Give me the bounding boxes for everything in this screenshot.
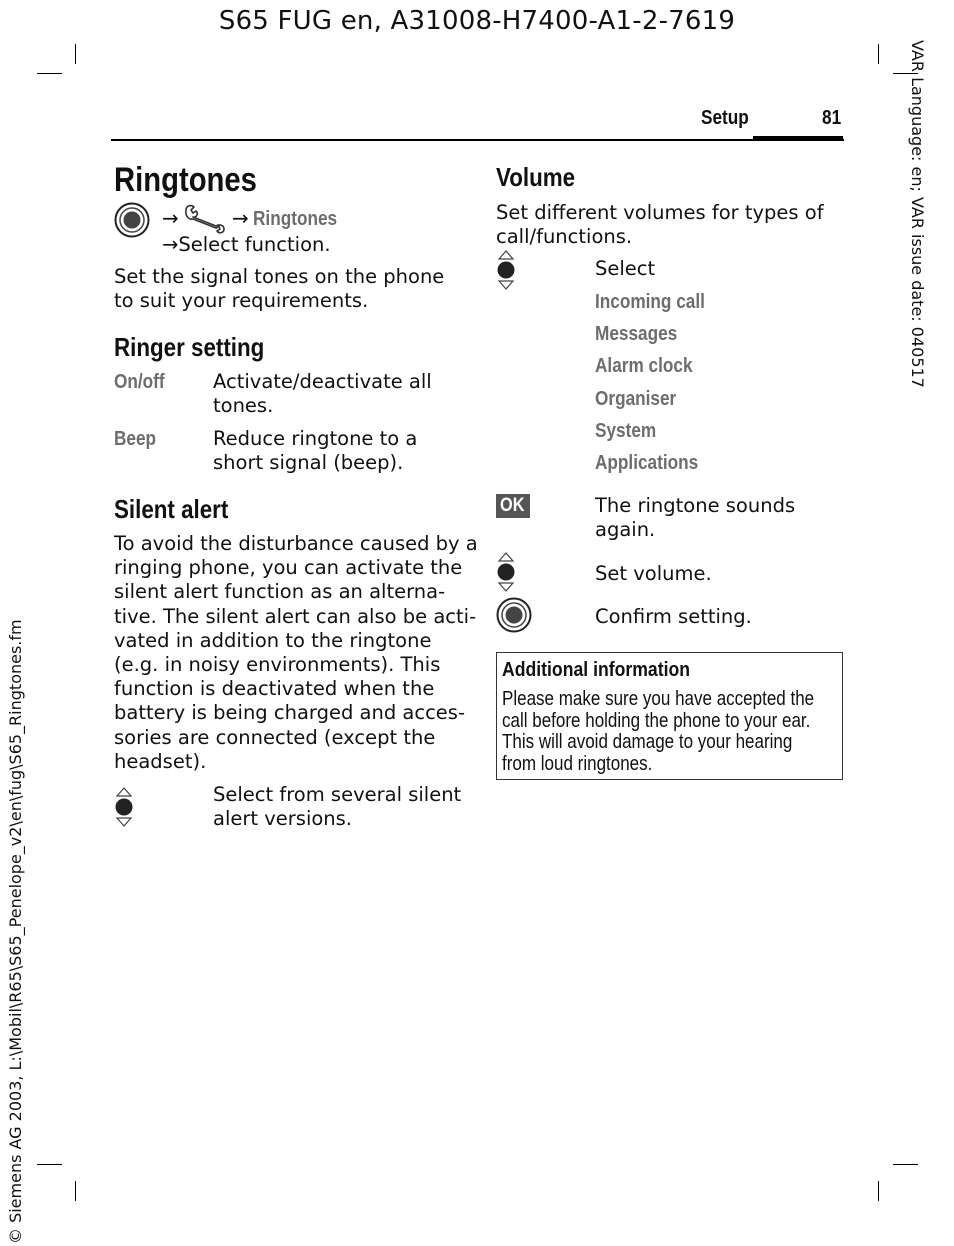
volume-heading: Volume	[496, 162, 576, 192]
paragraph-line: sories are connected (except the	[114, 725, 436, 749]
paragraph-line: (e.g. in noisy environments). This	[114, 653, 441, 677]
crop-mark	[75, 1181, 76, 1201]
option-incoming-call: Incoming call	[595, 291, 705, 313]
paragraph-line: tive. The silent alert can also be acti-	[114, 604, 477, 628]
ok-key-icon	[496, 494, 530, 518]
paragraph-line: vated in addition to the ringtone	[114, 628, 432, 652]
navigation-key-icon	[496, 597, 532, 633]
volume-select-label: Select	[595, 257, 656, 280]
crop-mark	[878, 44, 879, 64]
side-margin-text-left: © Siemens AG 2003, L:\Mobil\R65\S65_Penelope_v2\en\fug\S65_Ringtones.fm	[6, 619, 25, 1244]
option-system: System	[595, 420, 657, 442]
menu-path	[162, 204, 362, 234]
ringer-setting-heading: Ringer setting	[114, 332, 265, 362]
option-applications: Applications	[595, 452, 699, 474]
ok-text-line1: The ringtone sounds	[595, 494, 796, 517]
additional-information-text: Please make sure you have accepted the call before holding the phone to your ear. This will avoid damage to your hearing from loud ringtones.	[502, 687, 815, 775]
silent-alert-heading: Silent alert	[114, 494, 229, 524]
crop-mark	[37, 1164, 62, 1165]
arrow-right-icon: →	[162, 233, 179, 256]
arrow-right-icon: →	[232, 206, 249, 230]
desc-on-off-line2: tones.	[213, 394, 274, 417]
desc-beep-line2: short signal (beep).	[213, 451, 404, 474]
volume-intro-line2: call/functions.	[496, 225, 633, 248]
paragraph-line: headset).	[114, 749, 207, 773]
paragraph-line: function is deactivated when the	[114, 677, 435, 701]
desc-beep-line1: Reduce ringtone to a	[213, 427, 418, 450]
navigation-key-icon	[114, 202, 150, 238]
silent-alert-step-line1: Select from several silent	[213, 783, 462, 806]
additional-information-box	[496, 652, 843, 780]
term-beep: Beep	[114, 428, 157, 450]
term-on-off: On/off	[114, 371, 165, 393]
desc-on-off-line1: Activate/deactivate all	[213, 370, 432, 393]
crop-mark	[893, 1164, 918, 1165]
select-function-text: Select function.	[178, 233, 331, 256]
header-rule	[111, 139, 844, 141]
page-number: 81	[822, 107, 842, 129]
confirm-setting-text: Confirm setting.	[595, 605, 752, 628]
ok-text-line2: again.	[595, 518, 656, 541]
menu-path-ringtones: Ringtones	[253, 208, 338, 230]
additional-information-title: Additional information	[502, 658, 691, 681]
control-key-up-down-icon	[496, 552, 516, 596]
paragraph-line: battery is being charged and acces-	[114, 701, 465, 725]
paragraph-line: To avoid the disturbance caused by a	[114, 532, 478, 555]
ok-key-label: OK	[500, 495, 525, 516]
crop-mark	[37, 73, 62, 74]
running-header-section: Setup	[701, 107, 749, 129]
page-title: Ringtones	[114, 161, 257, 199]
option-messages: Messages	[595, 323, 678, 345]
paragraph-line: silent alert function as an alterna-	[114, 580, 446, 604]
intro-text: Set the signal tones on the phone to suit your requirements.	[114, 265, 445, 313]
crop-mark	[75, 44, 76, 64]
control-key-up-down-icon	[114, 787, 134, 831]
volume-intro-line1: Set different volumes for types of	[496, 201, 824, 224]
option-alarm-clock: Alarm clock	[595, 355, 693, 377]
silent-alert-paragraph	[114, 532, 478, 774]
set-volume-text: Set volume.	[595, 562, 712, 585]
control-key-up-down-icon	[496, 250, 516, 294]
arrow-right-icon: →	[162, 206, 179, 230]
header-rule-accent	[753, 136, 843, 141]
document-header: S65 FUG en, A31008-H7400-A1-2-7619	[218, 6, 736, 36]
side-margin-text-right: VAR Language: en; VAR issue date: 040517	[908, 40, 927, 388]
paragraph-line: ringing phone, you can activate the	[114, 556, 463, 580]
silent-alert-step-line2: alert versions.	[213, 807, 353, 830]
menu-path-select	[162, 233, 331, 257]
option-organiser: Organiser	[595, 388, 677, 410]
crop-mark	[878, 1181, 879, 1201]
